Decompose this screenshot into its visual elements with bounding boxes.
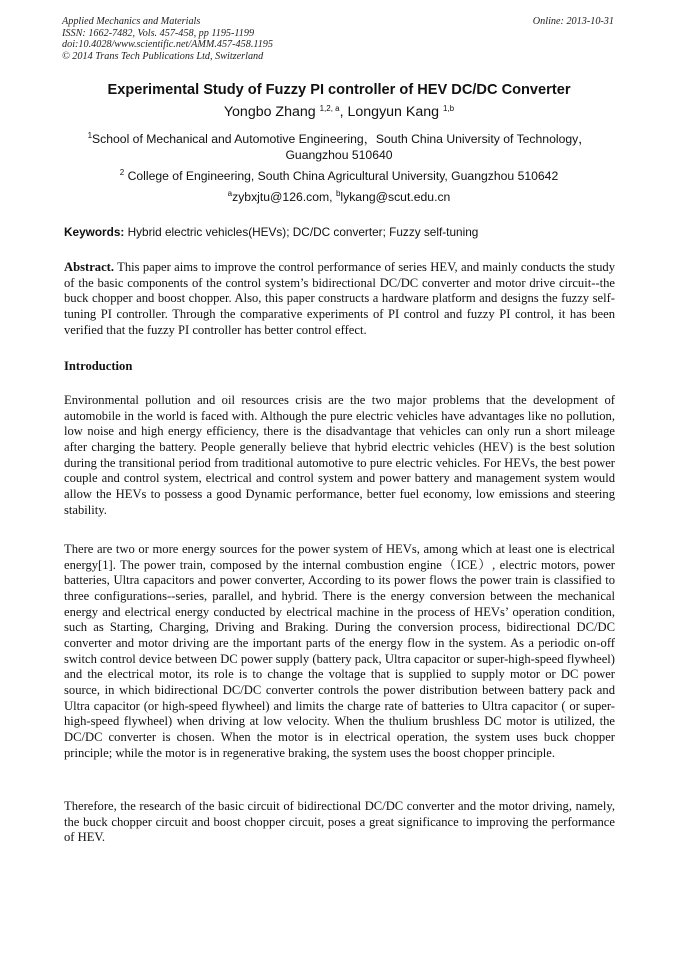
- email-link[interactable]: lykang@scut.edu.cn: [340, 190, 451, 204]
- affiliation-superscript: 2: [119, 168, 125, 177]
- author-line: [0, 104, 678, 120]
- issn-line: ISSN: 1662-7482, Vols. 457-458, pp 1195-1199: [62, 27, 255, 39]
- copyright-line: © 2014 Trans Tech Publications Ltd, Switzerland: [62, 50, 264, 62]
- email-superscript: a: [227, 189, 233, 198]
- affiliation-city: Guangzhou 510640: [285, 148, 393, 162]
- abstract-text: This paper aims to improve the control performance of series HEV, and mainly conducts the study of the basic components of the control system’s bidirectional DC/DC converter and motor drive circuit--the buck chopper and boost chopper. Also, this paper constructs a hardware platform and designs the fuzzy self-tuning PI controller. Through the comparative experiments of PI control and fuzzy PI control, it has been verified that the fuzzy PI controller has better control effect.: [64, 260, 615, 337]
- affiliation-2: [0, 168, 678, 184]
- section-heading-introduction: Introduction: [64, 359, 133, 373]
- author-emails: [0, 190, 678, 204]
- author-name: Yongbo Zhang: [223, 104, 316, 120]
- keywords-label: Keywords:: [64, 225, 125, 239]
- abstract: [64, 260, 615, 338]
- paper-title: Experimental Study of Fuzzy PI controller of HEV DC/DC Converter: [107, 82, 571, 98]
- introduction-paragraph: There are two or more energy sources for the power system of HEVs, among which at least one is electrical energy[1]. The power train, composed by the internal combustion engine（ICE）, electric motors, power batteries, Ultra capacitors and power converter, According to its power flows the power train is classified to three configurations--series, parallel, and hybrid. There is the energy conversion between the mechanical energy and electrical energy conducted by electrical machine in the process of HEVs’ operation condition, such as Starting, Charging, Driving and Braking. During the conversion process, bidirectional DC/DC converter and motor driving are the important parts of the energy flow in the system. As a periodic on-off switch control device between DC power supply (battery pack, Ultra capacitor or super-high-speed flywheel) and the electrical motor, its role is to change the voltage that is supplied to supply motor or DC power source, in which bidirectional DC/DC converter controls the power distribution between battery pack and Ultra capacitor (or high-speed flywheel) and limits the charge rate of batteries to Ultra capacitor ( or super- high-speed flywheel) when driving at low velocity. When the thulium brushless DC motor is utilized, the DC/DC converter is chosen. When the motor is in electrical operation, the system uses buck chopper principle; while the motor is in regenerative braking, the system uses the boost chopper principle.: [64, 542, 615, 760]
- introduction-paragraph: Environmental pollution and oil resources crisis are the two major problems that the development of automobile in the world is faced with. Although the pure electric vehicles have advantages like no pollution, low noise and high energy efficiency, there is the disadvantage that vehicles can only run a short mileage after charging the battery. People generally believe that hybrid electric vehicles (HEV) is the best solution during the transitional period from traditional automotive to pure electric vehicles. For HEVs, the best power couple and control system, electrical and control system and power battery and management system would allow the HEVs to possess a good Dynamic performance, better fuel economy, low emissions and steering stability.: [64, 393, 615, 517]
- online-date: Online: 2013-10-31: [532, 16, 614, 27]
- affiliation-superscript: 1: [87, 131, 93, 140]
- email-superscript: b: [335, 189, 341, 198]
- author-superscript: 1,2, a: [319, 104, 340, 113]
- abstract-label: Abstract.: [64, 260, 115, 274]
- email-link[interactable]: zybxjtu@126.com,: [232, 190, 336, 204]
- author-name: Longyun Kang: [347, 104, 440, 120]
- keywords: [64, 225, 478, 239]
- author-superscript: 1,b: [442, 104, 455, 113]
- doi-line: doi:10.4028/www.scientific.net/AMM.457-458.1195: [62, 39, 273, 51]
- introduction-paragraph: Therefore, the research of the basic circuit of bidirectional DC/DC converter and the motor driving, namely, the buck chopper circuit and boost chopper circuit, poses a great significance to improving the performance of HEV.: [64, 799, 615, 845]
- journal-name: Applied Mechanics and Materials: [62, 16, 201, 27]
- affiliation-text: School of Mechanical and Automotive Engineering，South China University of Technology，: [92, 132, 591, 146]
- publication-header: [62, 16, 273, 62]
- author-separator: ,: [339, 104, 348, 120]
- keywords-text: Hybrid electric vehicles(HEVs); DC/DC converter; Fuzzy self-tuning: [124, 225, 479, 239]
- affiliation-text: College of Engineering, South China Agricultural University, Guangzhou 510642: [124, 169, 559, 183]
- affiliation-1: [0, 131, 678, 163]
